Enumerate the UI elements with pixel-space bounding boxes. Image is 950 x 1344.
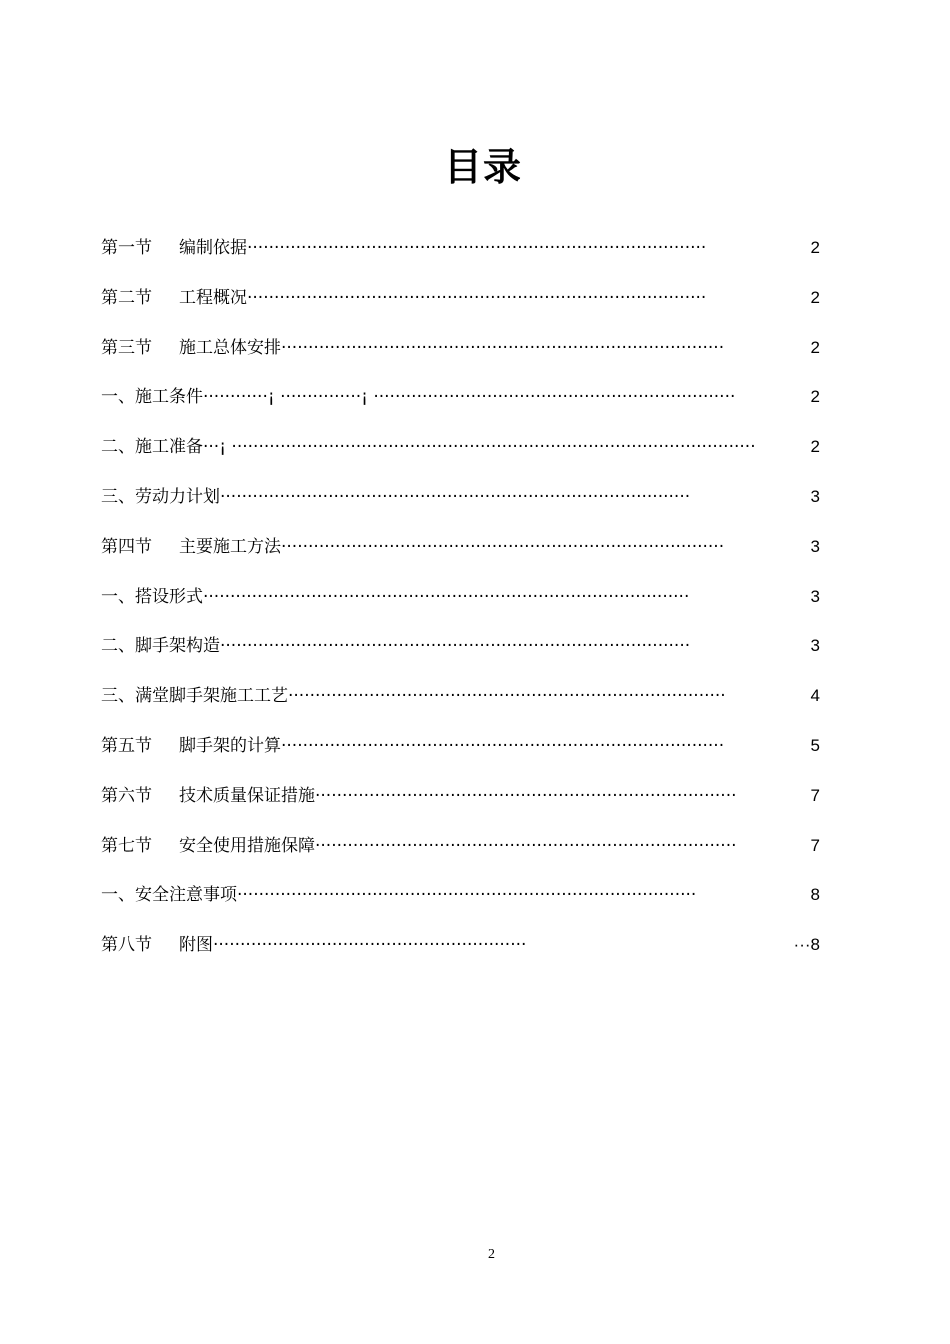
toc-title [179,930,526,960]
toc-title-text: 技术质量保证措施 [179,785,315,806]
toc-entry[interactable] [101,930,823,980]
toc-section-label: 第三节 [101,337,152,358]
toc-title [179,283,706,313]
toc-title-text: 二、施工准备 [101,437,203,458]
toc-entry[interactable] [101,631,823,681]
toc-title-text: 一、搭设形式 [101,586,203,607]
toc-page-number: ···8 [793,935,820,955]
toc-title-text: 三、满堂脚手架施工工艺 [101,686,288,707]
toc-section-label: 第一节 [101,238,152,258]
toc-title-text: 三、劳动力计划 [101,486,220,507]
toc-entry[interactable] [101,482,823,532]
toc-page-number: 3 [810,636,820,656]
toc-page-number: 7 [810,835,820,855]
toc-section-label: 第二节 [101,287,152,308]
toc-section-label: 第八节 [101,935,152,956]
toc-section-label: 第五节 [101,735,152,756]
toc-page-number: 2 [810,238,820,257]
toc-title [179,532,724,562]
toc-title-text: 编制依据 [179,238,247,258]
toc-page-number: 3 [810,586,820,606]
toc-title [101,880,696,910]
toc-title [179,233,706,263]
toc-title-text: 一、安全注意事项 [101,885,237,906]
toc-entry[interactable] [101,532,823,582]
toc-entry[interactable] [101,880,823,930]
toc-leader: ·············································································· [315,785,737,806]
toc-leader: ······················································································· [220,486,691,507]
toc-entry[interactable] [101,382,823,432]
toc-entry[interactable] [101,432,823,482]
toc-page-number: 7 [810,785,820,805]
toc-entry[interactable] [101,283,823,333]
toc-leader: ················································································· [288,686,726,707]
page-title: 目录 [443,145,522,189]
toc-page-number: 3 [810,536,820,556]
toc-page-number: 2 [810,287,820,307]
toc-leader: ···¡ ································································································· [203,437,756,458]
toc-leader: ······················································································· [220,636,691,657]
toc-title [101,432,756,462]
toc-leader: ····················································································· [247,238,707,258]
toc-entry[interactable] [101,781,823,831]
toc-title [179,333,724,363]
toc-title [101,482,690,512]
toc-title [101,582,689,612]
toc-leader: ·················································································· [281,536,725,557]
toc-entry[interactable] [101,233,823,283]
toc-entry[interactable] [101,681,823,731]
toc-title [179,731,724,761]
toc-page-number: 8 [810,885,820,905]
toc-title [179,831,737,861]
toc-title-text: 附图 [179,935,213,956]
toc-title-text: 工程概况 [179,287,247,308]
toc-page-number: 2 [810,337,820,357]
toc-title-text: 脚手架的计算 [179,735,281,756]
toc-title-text: 主要施工方法 [179,536,281,557]
toc-section-label: 第六节 [101,785,152,806]
toc-title-text: 施工总体安排 [179,337,281,358]
toc-title [101,681,726,711]
toc-leader: ·············································································· [315,835,737,856]
toc-section-label: 第四节 [101,536,152,557]
toc-page-number: 4 [810,686,820,706]
toc-page-number: 5 [810,735,820,755]
toc-page-number: 3 [810,486,820,506]
toc-leader: ·························································································· [203,586,690,607]
toc-title [101,382,735,412]
toc-leader: ·················································································· [281,337,725,358]
toc-leader: ············¡ ···············¡ ··································································· [203,387,736,408]
toc-entry[interactable] [101,731,823,781]
toc-leader: ····················································································· [247,287,707,308]
toc-page-number: 2 [810,437,820,457]
toc-leader: ·················································································· [281,735,725,756]
toc-title-text: 一、施工条件 [101,387,203,408]
table-of-contents [101,233,823,980]
toc-page-number: 2 [810,387,820,407]
toc-title-text: 二、脚手架构造 [101,636,220,657]
toc-leader: ····················································································· [237,885,697,906]
toc-section-label: 第七节 [101,835,152,856]
page-number: 2 [488,1247,495,1262]
toc-title [179,781,737,811]
toc-entry[interactable] [101,831,823,881]
toc-title-text: 安全使用措施保障 [179,835,315,856]
toc-entry[interactable] [101,333,823,383]
toc-entry[interactable] [101,582,823,632]
toc-title [101,631,690,661]
toc-leader: ·························································· [213,935,527,956]
